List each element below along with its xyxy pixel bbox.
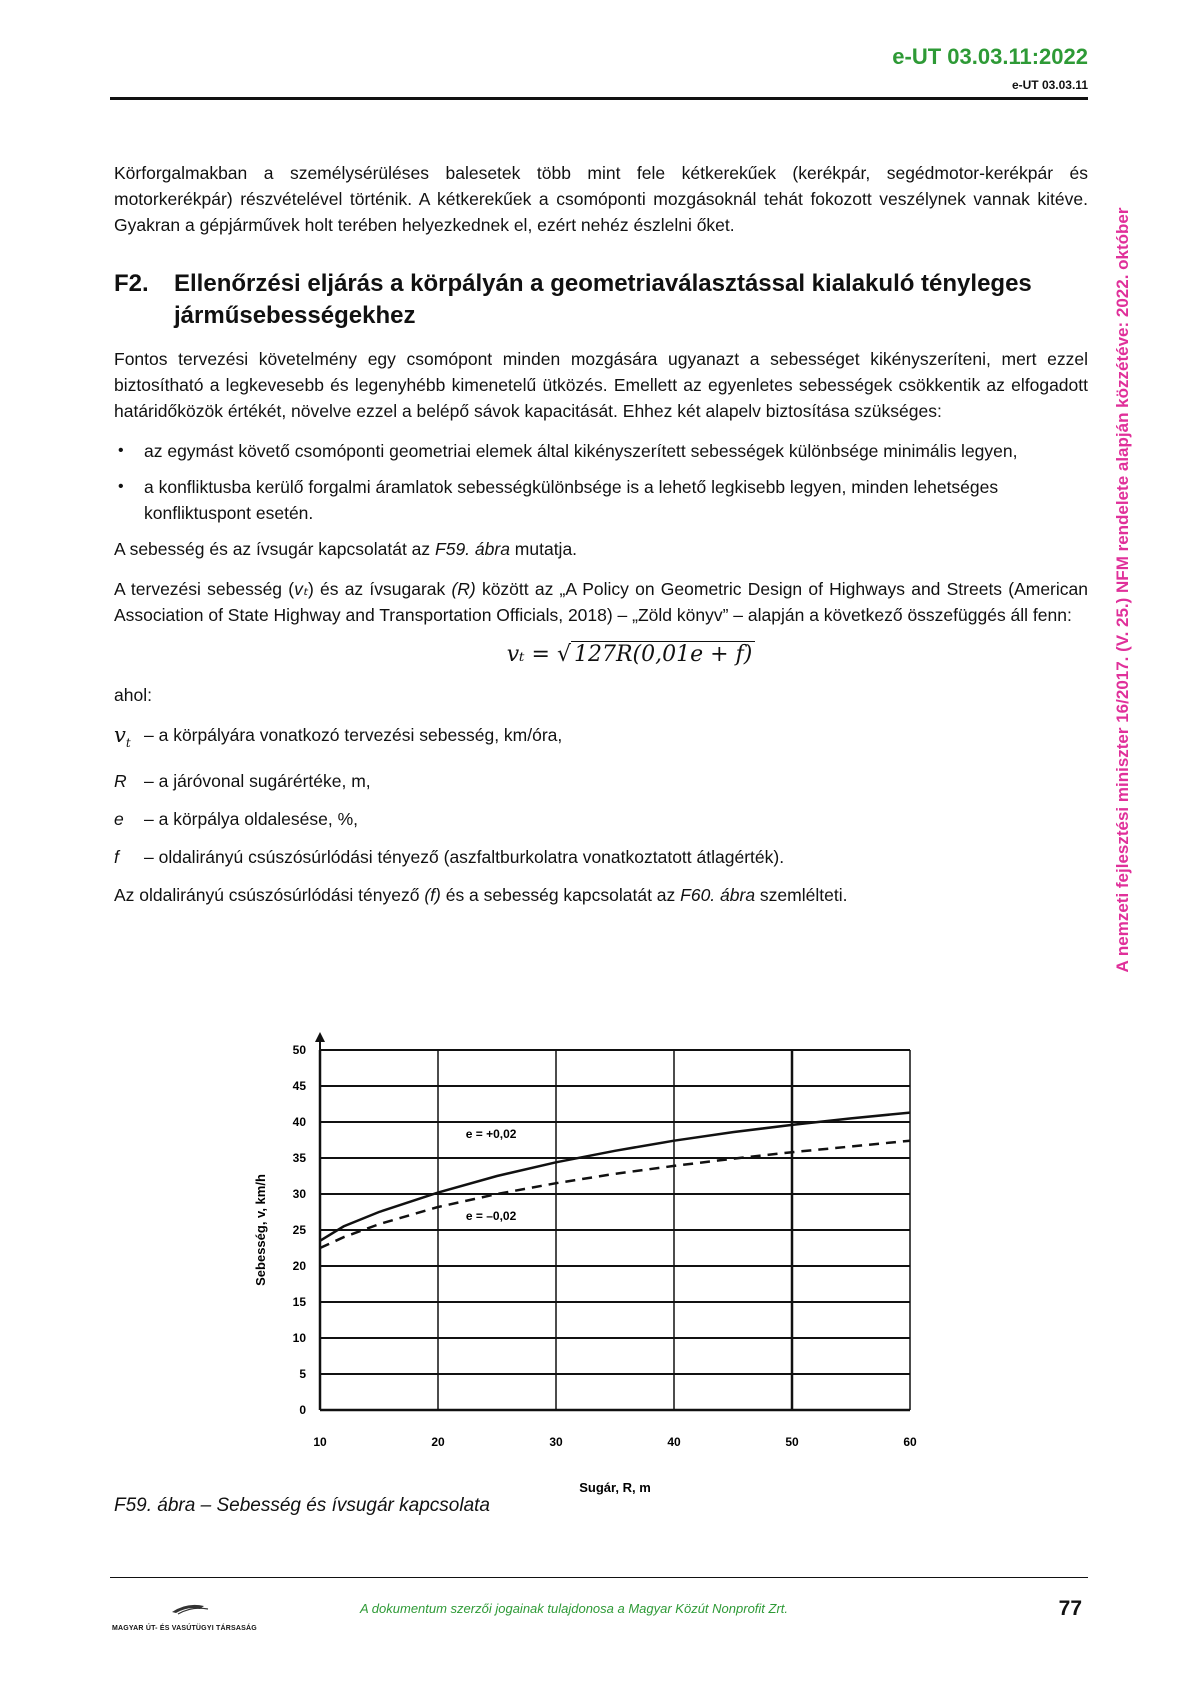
page-number: 77: [1058, 1597, 1082, 1620]
x-tick-label: 50: [785, 1435, 799, 1449]
policy-paragraph: A tervezési sebesség (vₜ) és az ívsugarak (R) között az „A Policy on Geometric Design of Highways and Streets (American Association of State Highway and Transportation Officials, 2018) – „Zöld könyv” – alapján a következő összefüggés áll fenn:: [114, 579, 1088, 625]
symbol: e: [114, 809, 124, 830]
definition-row: e – a körpálya oldalesése, %,: [114, 806, 1088, 832]
where-label: ahol:: [114, 685, 152, 705]
x-axis-title: Sugár, R, m: [579, 1480, 651, 1495]
y-tick-label: 15: [292, 1295, 306, 1309]
bullet-icon: •: [118, 478, 124, 495]
y-tick-label: 25: [292, 1223, 306, 1237]
definition-row: $v_t$ – a körpályára vonatkozó tervezési sebesség, km/óra,: [114, 722, 1088, 756]
x-tick-label: 40: [667, 1435, 681, 1449]
copyright-notice: A dokumentum szerzői jogainak tulajdonosa a Magyar Közút Nonprofit Zrt.: [360, 1601, 789, 1616]
y-axis-arrow-icon: [315, 1032, 325, 1042]
definition-row: f – oldalirányú csúszósúrlódási tényező (aszfaltburkolatra vonatkoztatott átlagérték).: [114, 844, 1088, 870]
section-title: Ellenőrzési eljárás a körpályán a geometriaválasztással kialakuló tényleges járműsebességekhez: [174, 270, 1032, 329]
symbol-definitions: [114, 722, 1088, 870]
requirement-paragraph: Fontos tervezési követelmény egy csomópont minden mozgására ugyanazt a sebességet kikényszeríteni, mert ezzel biztosítható a legkevesebb és legenyhébb kimenetelű ütközés. Emellett az egyenletes sebességek csökkentik az elfogadott határidőközök értékét, növelve ezzel a belépő sávok kapacitását. Ehhez két alapelv biztosítása szükséges:: [114, 349, 1088, 421]
y-tick-label: 0: [299, 1403, 306, 1417]
symbol: f: [114, 847, 119, 868]
speed-radius-chart: [240, 1030, 960, 1495]
series-line-1: [320, 1113, 910, 1241]
y-tick-label: 40: [292, 1115, 306, 1129]
y-tick-label: 45: [292, 1079, 306, 1093]
series-label: e = +0,02: [465, 1126, 517, 1141]
x-tick-label: 60: [903, 1435, 917, 1449]
road-logo-icon: [112, 1600, 262, 1620]
y-tick-label: 20: [292, 1259, 306, 1273]
figure-caption: F59. ábra – Sebesség és ívsugár kapcsolata: [114, 1495, 491, 1516]
figure-reference-paragraph: A sebesség és az ívsugár kapcsolatát az F59. ábra mutatja.: [114, 539, 578, 559]
list-item: • az egymást követő csomóponti geometriai elemek által kikényszerített sebességek különbsége minimális legyen,: [114, 438, 1074, 464]
document-code: e-UT 03.03.11:2022: [892, 44, 1088, 69]
symbol: $v_t$: [114, 723, 131, 751]
intro-paragraph: Körforgalmakban a személysérüléses balesetek több mint fele kétkerekűek (kerékpár, segédmotor-kerékpár és motorkerékpár) részvételével történik. A kétkerekűek a csomóponti mozgásoknál tehát fokozott veszélynek vannak kitéve. Gyakran a gépjárművek holt terében helyezkednek el, ezért nehéz észlelni őket.: [114, 163, 1088, 235]
section-number: F2.: [114, 270, 149, 297]
logo-text: MAGYAR ÚT- ÉS VASÚTÜGYI TÁRSASÁG: [112, 1625, 257, 1632]
y-tick-label: 5: [299, 1367, 306, 1381]
x-tick-label: 10: [313, 1435, 327, 1449]
y-tick-label: 10: [292, 1331, 306, 1345]
principles-list: [114, 438, 1088, 526]
footer-rule: [110, 1577, 1088, 1578]
publication-note: A nemzeti fejlesztési miniszter 16/2017. (V. 25.) NFM rendelete alapján közzétéve: 2022. október: [1113, 207, 1132, 973]
y-tick-label: 50: [292, 1043, 306, 1057]
y-tick-label: 30: [292, 1187, 306, 1201]
main-content: [114, 160, 1088, 922]
list-item: • a konfliktusba kerülő forgalmi áramlatok sebességkülönbsége is a lehető legkisebb legyen, minden lehetséges konfliktuspont esetén.: [114, 474, 1074, 526]
chart-svg: [240, 1030, 960, 1495]
y-axis-title: Sebesség, v, km/h: [253, 1174, 268, 1286]
publisher-logo: [112, 1600, 262, 1632]
y-tick-label: 35: [292, 1151, 306, 1165]
speed-formula: vₜ = √ 127R(0,01e + f): [174, 642, 1088, 668]
series-label: e = –0,02: [465, 1208, 517, 1223]
friction-reference-paragraph: Az oldalirányú csúszósúrlódási tényező (f) és a sebesség kapcsolatát az F60. ábra szemlélteti.: [114, 885, 848, 906]
header-rule: [110, 97, 1088, 100]
section-heading: [114, 268, 1088, 332]
symbol: R: [114, 771, 127, 792]
figure-reference: F59. ábra: [435, 539, 510, 559]
x-tick-label: 20: [431, 1435, 445, 1449]
definition-row: R – a járóvonal sugárértéke, m,: [114, 768, 1088, 794]
document-code-small: e-UT 03.03.11: [1011, 78, 1088, 92]
x-tick-label: 30: [549, 1435, 563, 1449]
bullet-icon: •: [118, 442, 124, 459]
figure-reference: F60. ábra: [680, 885, 756, 906]
